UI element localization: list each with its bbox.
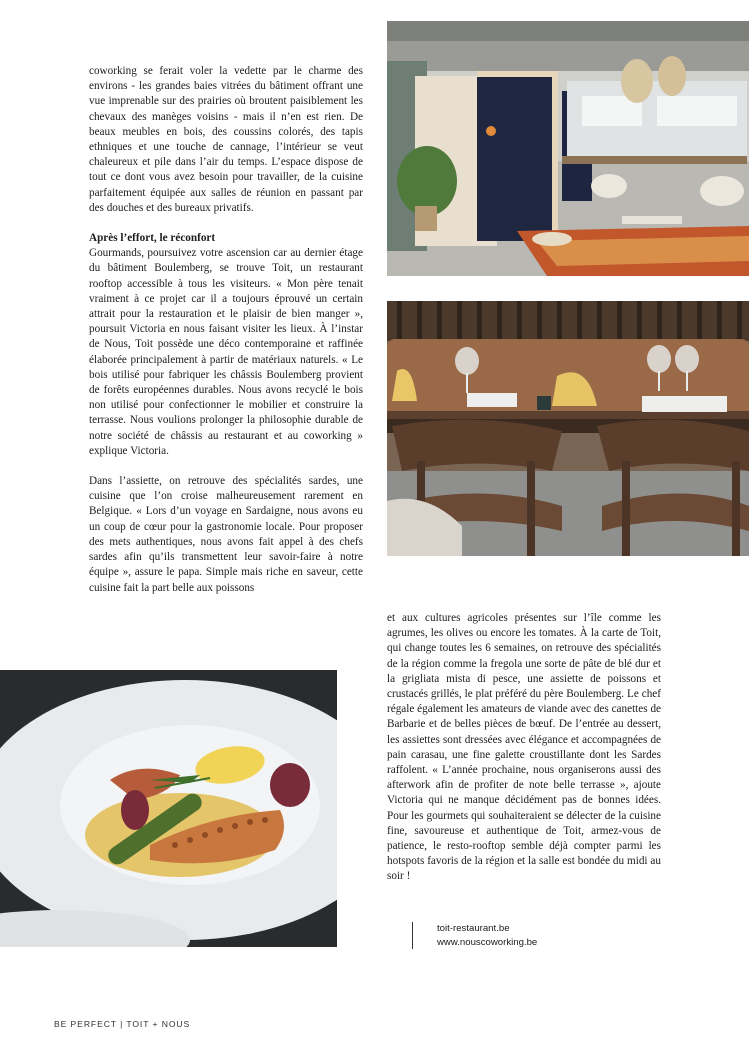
website-links <box>412 922 537 949</box>
article-left-column <box>89 64 363 611</box>
paragraph-assiette: Dans l’assiette, on retrouve des spécialités sardes, une cuisine que l’on croise malheureusement rarement en Belgique. « Lors d’un voyage en Sardaigne, nous avons eu un coup de cœur pour la gastronomie locale. Pour proposer des mets authentiques, nous avons fait appel à des chefs sardes afin qu’ils transmettent leur savoir-faire à notre équipe », assure le papa. Simple mais riche en saveur, cette cuisine fait la part belle aux poissons <box>89 475 363 594</box>
coworking-website-link[interactable]: www.nouscoworking.be <box>437 937 538 948</box>
coworking-interior-photo <box>387 21 749 276</box>
octopus-dish-photo <box>0 670 337 947</box>
article-right-column <box>387 611 661 900</box>
paragraph-toit-body: Gourmands, poursuivez votre ascension car au dernier étage du bâtiment Boulemberg, se trouve Toit, un restaurant rooftop accessible à tous les visiteurs. « Mon père tenait vraiment à ce projet car il a toujours éprouvé un certain attrait pour la restauration et le plaisir de bien manger », poursuit Victoria en nous faisant visiter les lieux. À l’instar de Nous, Toit possède une déco contemporaine et raffinée élaborée principalement à partir de matériaux naturels. « Le bois utilisé pour fabriquer les châssis Boulemberg provient de forêts européennes durables. Nous avons recyclé le bois non utilisé pour confectionner le mobilier et construire la terrasse. Nous voulions prolonger la philosophie durable de notre société de châssis au restaurant et au coworking » explique Victoria. <box>89 247 363 457</box>
restaurant-website-link[interactable]: toit-restaurant.be <box>437 923 510 934</box>
page-footer: BE PERFECT | TOIT + NOUS <box>54 1019 191 1029</box>
restaurant-table-photo <box>387 301 749 556</box>
paragraph-coworking: coworking se ferait voler la vedette par le charme des environs - les grandes baies vitrées du bâtiment offrant une vue imprenable sur des prairies où broutent paisiblement les chevaux des manèges voisins - mais il n’en est rien. De beaux meubles en bois, des coussins colorés, des tapis ethniques et une touche de cannage, l’intérieur se veut chaleureux et pile dans l’air du temps. L’espace dispose de tout ce dont vous avez besoin pour travailler, de la cuisine parfaitement équipée aux salles de réunion en passant par des douches et des bureaux privatifs. <box>89 65 363 214</box>
paragraph-carte: et aux cultures agricoles présentes sur l’île comme les agrumes, les olives ou encore les tomates. À la carte de Toit, qui change toutes les 6 semaines, on retrouve des spécialités de la région comme la fregola une sorte de pâte de blé dur et la grigliata mista di pesce, une assiette de poissons et crustacés grillés, le plat préféré du père Boulemberg. Le chef régale également les amateurs de viande avec des canettes de Barbarie et de belles pièces de bœuf. De l’entrée au dessert, les assiettes sont dressées avec élégance et accompagnées de pain carasau, une fine galette croustillante dont les Sardes raffolent. « L’année prochaine, nous organiserons aussi des afterwork afin de profiter de note belle terrasse », ajoute Victoria qui ne manque décidément pas de bonnes idées. Pour les gourmets qui souhaiteraient se délecter de la cuisine fine, savoureuse et authentique de Toit, armez-vous de patience, le resto-rooftop semble déjà compter parmi les hotspots favoris de la région et la salle est bondée du midi au soir ! <box>387 612 661 883</box>
paragraph-reconfort <box>89 231 363 459</box>
subheading: Après l’effort, le réconfort <box>89 232 216 245</box>
